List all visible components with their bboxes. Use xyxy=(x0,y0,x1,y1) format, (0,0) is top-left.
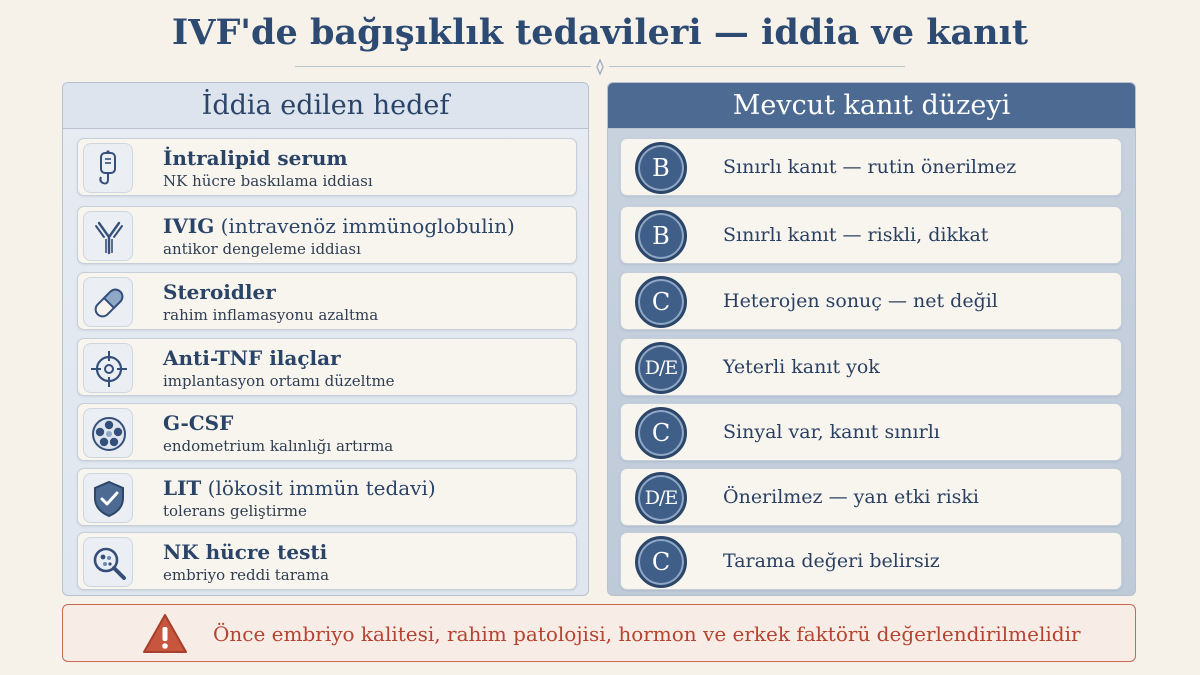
evidence-row xyxy=(620,206,1122,264)
treatment-name: G-CSF xyxy=(163,411,234,435)
treatment-row xyxy=(77,138,577,196)
antibody-icon xyxy=(89,217,129,257)
magnifier-icon xyxy=(89,543,129,583)
treatment-name-extra: (intravenöz immünoglobulin) xyxy=(214,214,515,238)
evidence-row xyxy=(620,468,1122,526)
treatment-name: Steroidler xyxy=(163,280,276,304)
treatment-name: IVIG xyxy=(163,214,215,238)
evidence-text: Sınırlı kanıt — rutin önerilmez xyxy=(723,156,1017,178)
treatment-name: Anti-TNF ilaçlar xyxy=(163,346,341,370)
treatment-row xyxy=(77,272,577,330)
treatment-name: LIT xyxy=(163,476,202,500)
treatment-claim: endometrium kalınlığı artırma xyxy=(163,437,394,455)
warning-banner xyxy=(62,604,1136,662)
warning-icon xyxy=(141,612,189,656)
capsule-icon xyxy=(89,283,129,323)
treatment-row xyxy=(77,532,577,590)
evidence-text: Tarama değeri belirsiz xyxy=(723,550,940,572)
diamond-ornament-icon xyxy=(591,58,609,76)
grade-badge: B xyxy=(635,210,687,262)
target-icon xyxy=(89,349,129,389)
cells-icon xyxy=(89,414,129,454)
page-title: IVF'de bağışıklık tedavileri — iddia ve kanıt xyxy=(171,12,1029,53)
evidence-row xyxy=(620,338,1122,396)
treatment-claim: antikor dengeleme iddiası xyxy=(163,240,361,258)
treatment-claim: embriyo reddi tarama xyxy=(163,566,330,584)
grade-badge: D/E xyxy=(635,342,687,394)
grade-badge: C xyxy=(635,536,687,588)
shield-icon xyxy=(89,479,129,519)
evidence-text: Sinyal var, kanıt sınırlı xyxy=(723,421,940,443)
treatment-claim: tolerans geliştirme xyxy=(163,502,307,520)
claimed-target-header: İddia edilen hedef xyxy=(63,83,588,129)
grade-badge: B xyxy=(635,142,687,194)
treatment-name: NK hücre testi xyxy=(163,540,328,564)
treatment-row xyxy=(77,338,577,396)
evidence-level-header: Mevcut kanıt düzeyi xyxy=(608,83,1135,129)
treatment-claim: implantasyon ortamı düzeltme xyxy=(163,372,395,390)
grade-badge: C xyxy=(635,407,687,459)
evidence-text: Yeterli kanıt yok xyxy=(723,356,880,378)
grade-badge: D/E xyxy=(635,472,687,524)
warning-text: Önce embriyo kalitesi, rahim patolojisi, hormon ve erkek faktörü değerlendirilmelidir xyxy=(213,622,1081,646)
evidence-text: Sınırlı kanıt — riskli, dikkat xyxy=(723,224,989,246)
evidence-row xyxy=(620,272,1122,330)
iv-bag-icon xyxy=(89,149,129,189)
claimed-target-panel xyxy=(62,82,589,596)
treatment-name-extra: (lökosit immün tedavi) xyxy=(201,476,436,500)
grade-badge: C xyxy=(635,276,687,328)
evidence-level-panel xyxy=(607,82,1136,596)
treatment-row xyxy=(77,468,577,526)
treatment-claim: rahim inflamasyonu azaltma xyxy=(163,306,379,324)
evidence-row xyxy=(620,403,1122,461)
evidence-text: Heterojen sonuç — net değil xyxy=(723,290,998,312)
treatment-name: İntralipid serum xyxy=(163,146,348,170)
treatment-claim: NK hücre baskılama iddiası xyxy=(163,172,373,190)
evidence-row xyxy=(620,532,1122,590)
treatment-row xyxy=(77,206,577,264)
treatment-row xyxy=(77,403,577,461)
evidence-text: Önerilmez — yan etki riski xyxy=(723,486,979,508)
evidence-row xyxy=(620,138,1122,196)
